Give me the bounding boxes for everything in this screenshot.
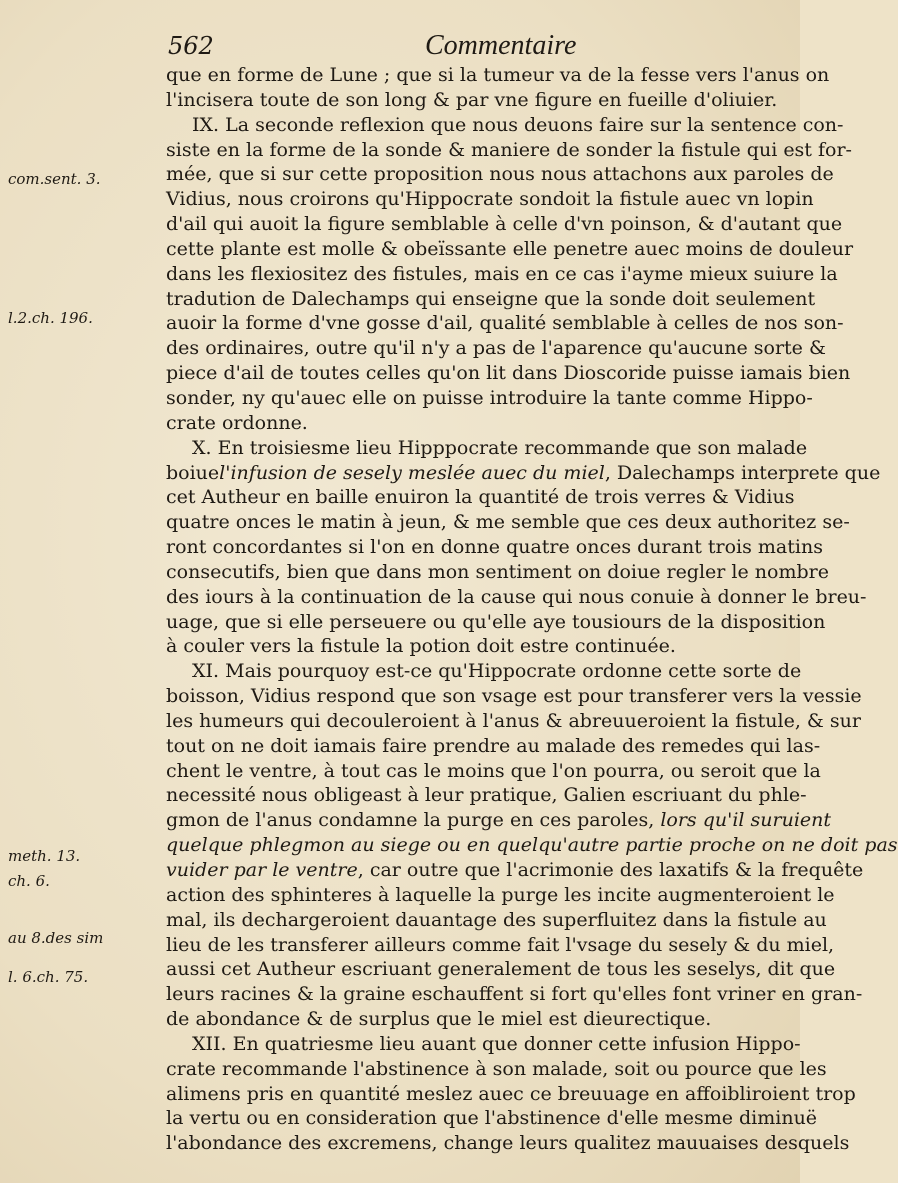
text-line: l'abondance des excremens, change leurs qualitez mauuaises desquels xyxy=(166,1132,850,1155)
text-line: auoir la forme d'vne gosse d'ail, qualité semblable à celles de nos son- xyxy=(166,312,844,335)
text-line xyxy=(166,833,898,858)
text-line: tradution de Dalechamps qui enseigne que la sonde doit seulement xyxy=(166,287,816,310)
text-line: mée, que si sur cette proposition nous nous attachons aux paroles de xyxy=(166,163,834,186)
text-line: alimens pris en quantité meslez auec ce breuuage en affoibliroient trop xyxy=(166,1082,856,1105)
margin-note: com.sent. 3. xyxy=(8,170,101,188)
latin-quote: quelque phlegmon au siege ou en quelqu'autre partie proche on ne doit pas xyxy=(166,834,898,857)
text-line: des iours à la continuation de la cause qui nous conuie à donner le breu- xyxy=(166,585,867,608)
text-line: que en forme de Lune ; que si la tumeur va de la fesse vers l'anus on xyxy=(166,64,830,86)
text-line: X. En troisiesme lieu Hipppocrate recommande que son malade xyxy=(192,436,808,459)
margin-note: ch. 6. xyxy=(8,872,50,890)
text-line: à couler vers la fistule la potion doit estre continuée. xyxy=(166,635,676,658)
text-line: necessité nous obligeast à leur pratique, Galien escriuant du phle- xyxy=(166,784,807,807)
margin-note: l. 6.ch. 75. xyxy=(8,968,89,986)
text-line: lieu de les transferer ailleurs comme fait l'vsage du sesely & du miel, xyxy=(166,933,835,956)
text-line: chent le ventre, à tout cas le moins que l'on pourra, ou seroit que la xyxy=(166,759,821,782)
text-line: XI. Mais pourquoy est-ce qu'Hippocrate ordonne cette sorte de xyxy=(192,660,802,683)
text-line: crate ordonne. xyxy=(166,411,308,434)
text-line: boisson, Vidius respond que son vsage est pour transferer vers la vessie xyxy=(166,685,862,708)
text-line: ront concordantes si l'on en donne quatre onces durant trois matins xyxy=(166,536,823,559)
latin-quote: lors qu'il suruient xyxy=(654,809,832,832)
text-line: action des sphinteres à laquelle la purge les incite augmenteroient le xyxy=(166,883,835,906)
text-line: mal, ils dechargeroient dauantage des superfluitez dans la fistule au xyxy=(166,908,827,931)
text-line: sonder, ny qu'auec elle on puisse introduire la tante comme Hippo- xyxy=(166,386,813,409)
text-line: siste en la forme de la sonde & maniere de sonder la fistule qui est for- xyxy=(166,138,852,161)
latin-quote: vuider par le ventre xyxy=(166,859,358,881)
text-line: tout on ne doit iamais faire prendre au malade des remedes qui las- xyxy=(166,734,821,757)
text-line: quatre onces le matin à jeun, & me semble que ces deux authoritez se- xyxy=(166,511,850,534)
text-line: vuider par le ventre, car outre que l'acrimonie des laxatifs & la frequête xyxy=(166,859,864,881)
margin-note: meth. 13. xyxy=(8,847,81,865)
body-text xyxy=(166,63,898,1156)
text-line: consecutifs, bien que dans mon sentiment on doiue regler le nombre xyxy=(166,560,829,583)
text-line: gmon de l'anus condamne la purge en ces paroles, lors qu'il suruient xyxy=(166,809,832,832)
text-line: des ordinaires, outre qu'il n'y a pas de l'aparence qu'aucune sorte & xyxy=(166,337,826,360)
text-line: IX. La seconde reflexion que nous deuons faire sur la sentence con- xyxy=(192,113,844,136)
text-line: d'ail qui auoit la figure semblable à celle d'vn poinson, & d'autant que xyxy=(166,213,843,236)
text-line: crate recommande l'abstinence à son malade, soit ou pource que les xyxy=(166,1057,827,1080)
latin-quote: l'infusion de sesely meslée auec du miel xyxy=(219,461,605,484)
text-line: cet Autheur en baille enuiron la quantité de trois verres & Vidius xyxy=(166,486,795,509)
text-line: de abondance & de surplus que le miel est dieurectique. xyxy=(166,1008,712,1031)
text-line: la vertu ou en consideration que l'abstinence d'elle mesme diminuë xyxy=(166,1107,818,1130)
text-line: leurs racines & la graine eschauffent si fort qu'elles font vriner en gran- xyxy=(166,983,863,1006)
page-header xyxy=(0,14,800,64)
page-number: 562 xyxy=(168,32,214,60)
text-line: piece d'ail de toutes celles qu'on lit dans Dioscoride puisse iamais bien xyxy=(166,362,851,385)
text-line: les humeurs qui decouleroient à l'anus & abreuueroient la fistule, & sur xyxy=(166,709,861,732)
running-title: Commentaire xyxy=(425,30,577,61)
text-line: XII. En quatriesme lieu auant que donner cette infusion Hippo- xyxy=(192,1032,801,1055)
text-line: Vidius, nous croirons qu'Hippocrate sondoit la fistule auec vn lopin xyxy=(166,188,814,211)
margin-note: l.2.ch. 196. xyxy=(8,309,93,327)
text-line: uage, que si elle perseuere ou qu'elle aye tousiours de la disposition xyxy=(166,610,826,633)
text-line: cette plante est molle & obeïssante elle penetre auec moins de douleur xyxy=(166,237,854,260)
text-line: boiuel'infusion de sesely meslée auec du miel, Dalechamps interprete que xyxy=(166,461,881,484)
margin-note: au 8.des sim xyxy=(8,929,104,947)
text-line: l'incisera toute de son long & par vne figure en fueille d'oliuier. xyxy=(166,88,778,111)
text-line: dans les flexiositez des fistules, mais en ce cas i'ayme mieux suiure la xyxy=(166,262,838,285)
text-line: aussi cet Autheur escriuant generalement de tous les seselys, dit que xyxy=(166,958,836,981)
